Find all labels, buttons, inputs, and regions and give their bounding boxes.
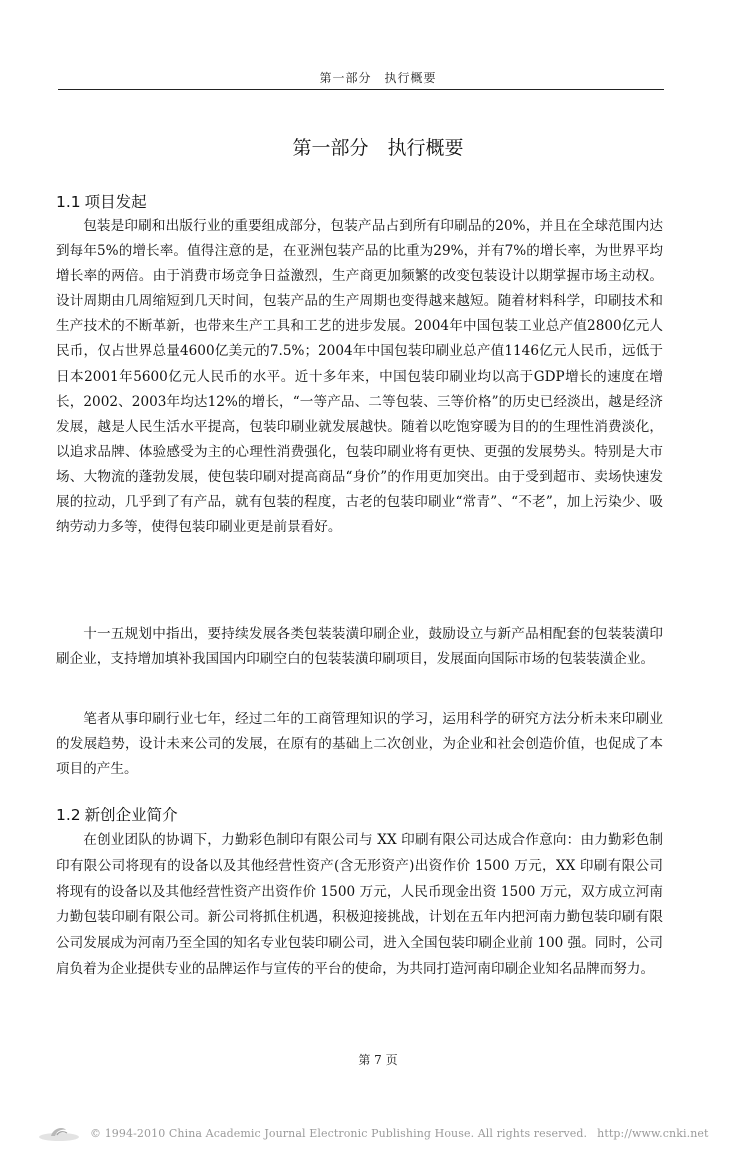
header-rule bbox=[58, 89, 664, 90]
paragraph: 笔者从事印刷行业七年，经过二年的工商管理知识的学习，运用科学的研究方法分析未来印刷业的发展趋势，设计未来公司的发展，在原有的基础上二次创业，为企业和社会创造价值，也促成了本项目的产生。 bbox=[56, 711, 663, 778]
paragraph: 包装是印刷和出版行业的重要组成部分，包装产品占到所有印刷品的20%，并且在全球范围内达到每年5%的增长率。值得注意的是，在亚洲包装产品的比重为29%，并有7%的增长率，为世界平均增长率的两倍。由于消费市场竞争日益激烈，生产商更加频繁的改变包装设计以期掌握市场主动权。设计周期由几周缩短到几天时间，包装产品的生产周期也变得越来越短。随着材料科学，印刷技术和生产技术的不断革新，也带来生产工具和工艺的进步发展。2004年中国包装工业总产值2800亿元人民币，仅占世界总量4600亿美元的7.5%；2004年中国包装印刷业总产值1146亿元人民币，远低于日本2001年5600亿元人民币的水平。近十多年来，中国包装印刷业均以高于GDP增长的速度在增长，2002、2003年均达12%的增长，“一等产品、二等包装、三等价格”的历史已经淡出，越是经济发展，越是人民生活水平提高，包装印刷业就发展越快。随着以吃饱穿暖为目的的生理性消费淡化，以追求品牌、体验感受为主的心理性消费强化，包装印刷业将有更快、更强的发展势头。特别是大市场、大物流的蓬勃发展，使包装印刷对提高商品“身价”的作用更加突出。由于受到超市、卖场快速发展的拉动，几乎到了有产品，就有包装的程度，古老的包装印刷业“常青”、“不老”，加上污染少、吸纳劳动力多等，使得包装印刷业更是前景看好。 bbox=[56, 218, 663, 536]
cnki-logo-icon bbox=[36, 1123, 82, 1143]
section-number: 1.2 bbox=[56, 806, 81, 824]
section-heading-1-2 bbox=[56, 805, 178, 825]
footer bbox=[36, 1123, 709, 1143]
footer-copyright: © 1994-2010 China Academic Journal Electronic Publishing House. All rights reserved. bbox=[90, 1126, 588, 1140]
section-number: 1.1 bbox=[56, 193, 81, 211]
page-number: 第 7 页 bbox=[358, 1053, 398, 1067]
footer-url[interactable]: http://www.cnki.net bbox=[597, 1126, 709, 1140]
paragraph: 十一五规划中指出，要持续发展各类包装装潢印刷企业，鼓励设立与新产品相配套的包装装潢印刷企业，支持增加填补我国国内印刷空白的包装装潢印刷项目，发展面向国际市场的包装装潢企业。 bbox=[56, 626, 663, 668]
section-title: 项目发起 bbox=[84, 193, 147, 211]
part-title: 第一部分 执行概要 bbox=[292, 137, 464, 159]
section-title: 新创企业简介 bbox=[84, 806, 178, 824]
running-header: 第一部分 执行概要 bbox=[319, 71, 437, 85]
paragraph: 在创业团队的协调下，力勤彩色制印有限公司与 XX 印刷有限公司达成合作意向：由力勤彩色制印有限公司将现有的设备以及其他经营性资产(含无形资产)出资作价 1500 万元，XX 印刷有限公司将现有的设备以及其他经营性资产出资作价 1500 万元，人民币现金出资 1500 万元，双方成立河南力勤包装印刷有限公司。新公司将抓住机遇，积极迎接挑战，计划在五年内把河南力勤包装印刷有限公司发展成为河南乃至全国的知名专业包装印刷公司，进入全国包装印刷企业前 100 强。同时，公司肩负着为企业提供专业的品牌运作与宣传的平台的使命，为共同打造河南印刷企业知名品牌而努力。 bbox=[56, 832, 663, 977]
section-heading-1-1 bbox=[56, 192, 147, 212]
